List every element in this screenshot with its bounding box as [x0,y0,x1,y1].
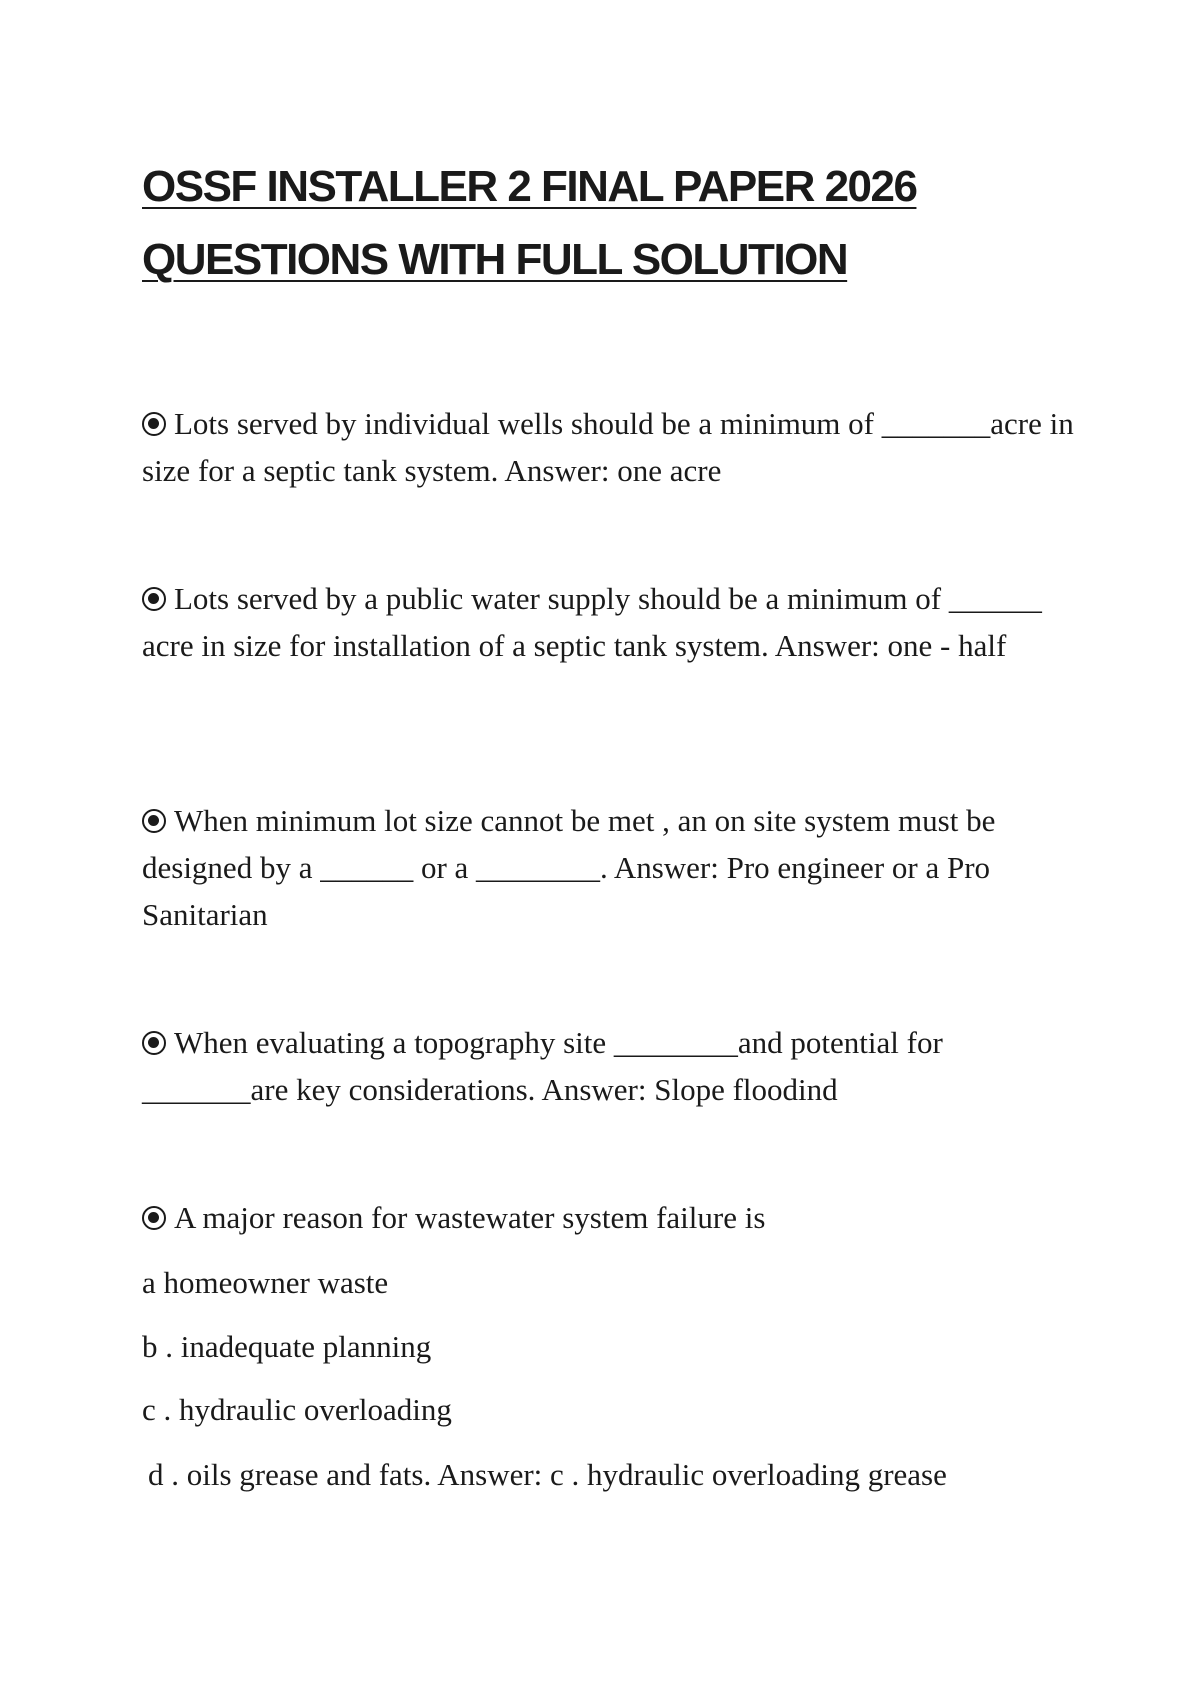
document-title [142,150,1102,296]
radio-bullet-icon [142,412,166,436]
radio-bullet-icon [142,1031,166,1055]
question-1 [142,400,1082,494]
title-line-2: QUESTIONS WITH FULL SOLUTION [142,235,848,284]
question-3-text: When minimum lot size cannot be met , an on site system must be designed by a ______ or a ________. Answer: Pro engineer or a Pro Sanitarian [142,803,996,932]
option-d: d . oils grease and fats. Answer: c . hydraulic overloading grease [148,1457,947,1492]
radio-bullet-icon [142,587,166,611]
option-b: b . inadequate planning [142,1329,432,1364]
question-2-text: Lots served by a public water supply should be a minimum of ______ acre in size for installation of a septic tank system. Answer: one - half [142,581,1042,663]
radio-bullet-icon [142,809,166,833]
question-2 [142,575,1082,669]
option-a: a homeowner waste [142,1265,389,1300]
question-5-text: A major reason for wastewater system failure is [174,1200,766,1235]
radio-bullet-icon [142,1206,166,1230]
question-4 [142,1019,1082,1113]
question-1-text: Lots served by individual wells should be a minimum of _______acre in size for a septic tank system. Answer: one acre [142,406,1074,488]
question-3 [142,797,1082,938]
title-line-1: OSSF INSTALLER 2 FINAL PAPER 2026 [142,162,917,211]
option-c: c . hydraulic overloading [142,1392,452,1427]
question-5 [142,1194,1082,1241]
question-4-text: When evaluating a topography site ________and potential for _______are key considerations. Answer: Slope floodind [142,1025,943,1107]
